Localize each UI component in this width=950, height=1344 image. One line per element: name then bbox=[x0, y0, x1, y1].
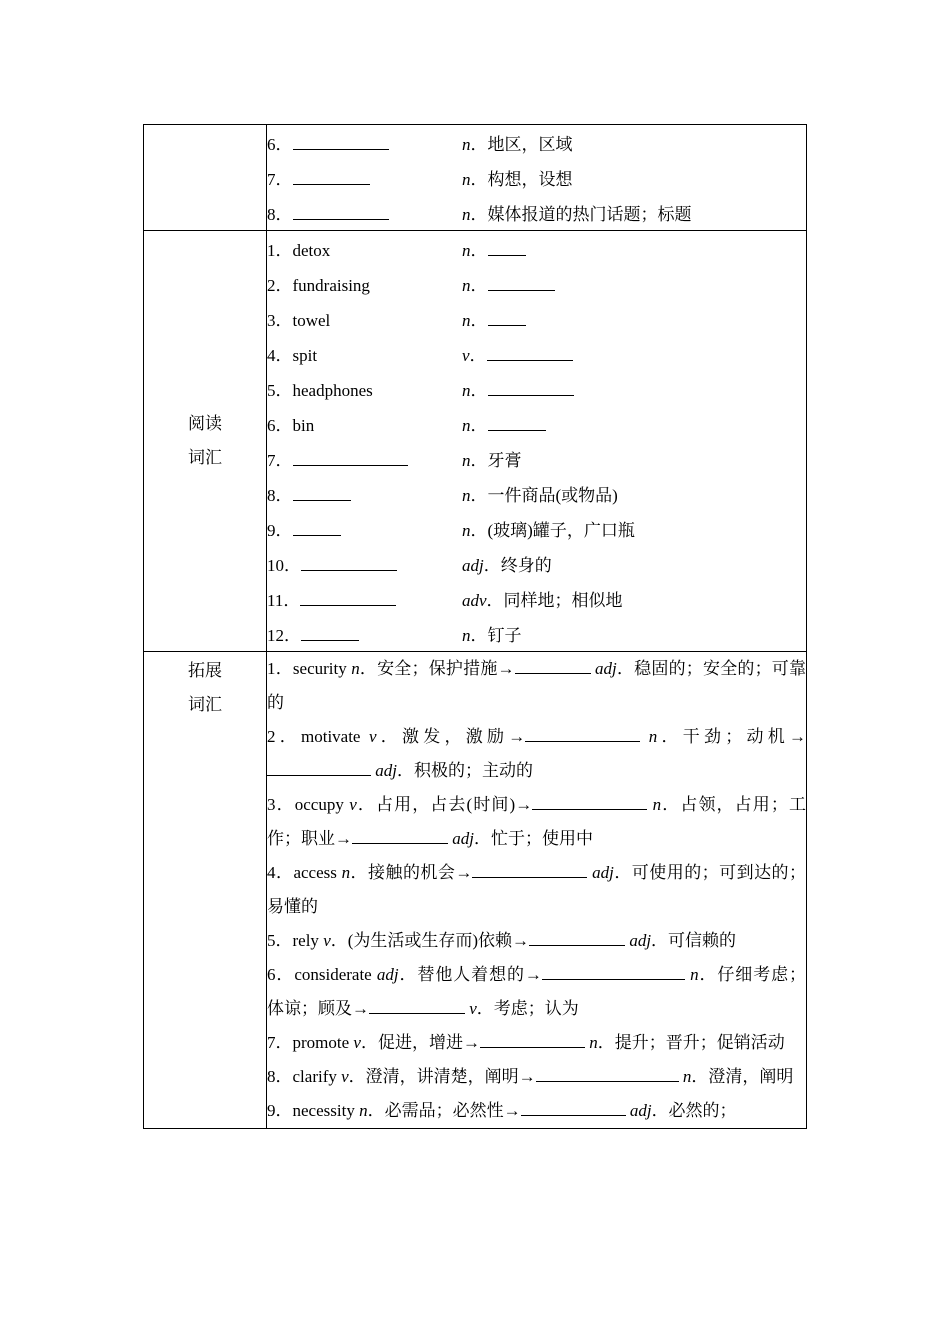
list-item: 7． n．构想，设想 bbox=[267, 170, 573, 189]
section-continued-row bbox=[144, 125, 807, 231]
answer-blank[interactable] bbox=[480, 1032, 585, 1048]
item-text: 6．considerate bbox=[267, 965, 377, 984]
item-text: ．促进，增进→ bbox=[360, 1033, 480, 1052]
item-text: ．占领，占用；工作；职业→ bbox=[267, 795, 807, 848]
answer-blank[interactable] bbox=[525, 726, 640, 742]
list-item bbox=[267, 1060, 806, 1094]
part-of-speech: v bbox=[353, 1033, 361, 1052]
answer-blank[interactable] bbox=[488, 240, 526, 256]
list-item: 5．headphones n． bbox=[267, 371, 806, 406]
part-of-speech: v bbox=[469, 999, 477, 1018]
part-of-speech: v bbox=[349, 795, 357, 814]
answer-blank[interactable] bbox=[488, 310, 526, 326]
list-item bbox=[267, 1094, 806, 1128]
vocab-word: detox bbox=[292, 241, 331, 260]
part-of-speech: n bbox=[341, 863, 351, 882]
item-text: ．仔细考虑；体谅；顾及→ bbox=[267, 965, 807, 1018]
item-number: 3． bbox=[267, 311, 293, 330]
answer-blank[interactable] bbox=[515, 658, 591, 674]
answer-blank[interactable] bbox=[293, 204, 389, 220]
part-of-speech: v bbox=[462, 346, 470, 365]
answer-blank[interactable] bbox=[293, 134, 389, 150]
item-text: ．可使用的；可到达的；易懂的 bbox=[267, 863, 807, 916]
item-number: 10． bbox=[267, 556, 301, 575]
part-of-speech: v bbox=[323, 931, 331, 950]
list-item: 4．spit v． bbox=[267, 336, 806, 371]
item-text: ．忙于；使用中 bbox=[473, 829, 593, 848]
item-text: 钉子 bbox=[487, 626, 522, 645]
part-of-speech: adv bbox=[462, 591, 487, 610]
item-text: ．接触的机会→ bbox=[350, 863, 473, 882]
part-of-speech: n bbox=[359, 1101, 368, 1120]
item-number: 12． bbox=[267, 626, 301, 645]
answer-blank[interactable] bbox=[293, 450, 408, 466]
item-text: 4．access bbox=[267, 863, 342, 882]
item-number: 6． bbox=[267, 416, 293, 435]
answer-blank[interactable] bbox=[301, 625, 359, 641]
item-text: 9．necessity bbox=[267, 1101, 360, 1120]
answer-blank[interactable] bbox=[300, 590, 396, 606]
item-number: 7． bbox=[267, 170, 293, 189]
item-text: ．稳固的；安全的；可靠的 bbox=[267, 659, 807, 712]
answer-blank[interactable] bbox=[488, 380, 574, 396]
item-number: 8． bbox=[267, 205, 293, 224]
vocab-word: fundraising bbox=[292, 276, 370, 295]
item-text: 1．security bbox=[267, 659, 352, 678]
item-text: (玻璃)罐子，广口瓶 bbox=[487, 521, 635, 540]
item-text: ．激发，激励→ bbox=[376, 727, 526, 746]
answer-blank[interactable] bbox=[293, 520, 341, 536]
item-text: ．干劲；动机→ bbox=[657, 727, 807, 746]
item-text: 构想，设想 bbox=[487, 170, 573, 189]
list-item: 6．bin n． bbox=[267, 406, 806, 441]
list-item bbox=[267, 788, 806, 856]
part-of-speech: v bbox=[341, 1067, 349, 1086]
item-text: 阅读 bbox=[188, 414, 222, 433]
part-of-speech: adj bbox=[629, 1101, 652, 1120]
list-item bbox=[267, 652, 806, 720]
list-item bbox=[267, 720, 806, 788]
list-item: 7． n．牙膏 bbox=[267, 451, 522, 470]
part-of-speech: adj bbox=[595, 659, 617, 678]
item-number: 7． bbox=[267, 451, 293, 470]
part-of-speech: n bbox=[652, 795, 662, 814]
answer-blank[interactable] bbox=[293, 485, 351, 501]
extended-words-cell bbox=[267, 652, 807, 1129]
reading-vocabulary-row bbox=[144, 231, 807, 652]
item-text: 词汇 bbox=[188, 448, 222, 467]
list-item: 2．fundraising n． bbox=[267, 266, 806, 301]
part-of-speech: n bbox=[462, 311, 471, 330]
part-of-speech: n bbox=[462, 170, 471, 189]
item-number: 2． bbox=[267, 276, 293, 295]
list-item bbox=[267, 924, 806, 958]
answer-blank[interactable] bbox=[369, 998, 465, 1014]
item-number: 4． bbox=[267, 346, 293, 365]
answer-blank[interactable] bbox=[301, 555, 397, 571]
item-number: 8． bbox=[267, 486, 293, 505]
item-text: ．必然的； bbox=[651, 1101, 737, 1120]
list-item: 9． n．(玻璃)罐子，广口瓶 bbox=[267, 521, 635, 540]
item-number: 6． bbox=[267, 135, 293, 154]
extended-vocabulary-row bbox=[144, 652, 807, 1129]
list-item: 12． n．钉子 bbox=[267, 626, 522, 645]
list-item: 10． adj．终身的 bbox=[267, 556, 552, 575]
item-text: ．提升；晋升；促销活动 bbox=[597, 1033, 785, 1052]
part-of-speech: adj bbox=[462, 556, 484, 575]
list-item: 6． n．地区，区域 bbox=[267, 135, 573, 154]
item-text: 一件商品(或物品) bbox=[487, 486, 618, 505]
list-item: 1．detox n． bbox=[267, 231, 806, 266]
part-of-speech: adj bbox=[629, 931, 652, 950]
item-text: 拓展 bbox=[188, 661, 222, 680]
item-text: ．积极的；主动的 bbox=[396, 761, 533, 780]
part-of-speech: n bbox=[648, 727, 658, 746]
item-text: 5．rely bbox=[267, 931, 324, 950]
item-number: 1． bbox=[267, 241, 293, 260]
part-of-speech: adj bbox=[376, 965, 399, 984]
list-item: 11． adv．同样地；相似地 bbox=[267, 591, 623, 610]
part-of-speech: n bbox=[462, 381, 471, 400]
answer-blank[interactable] bbox=[487, 345, 573, 361]
part-of-speech: n bbox=[690, 965, 699, 984]
item-text: 同样地；相似地 bbox=[503, 591, 623, 610]
item-text: ．(为生活或生存而)依赖→ bbox=[330, 931, 530, 950]
item-text: 8．clarify bbox=[267, 1067, 342, 1086]
vocab-word: bin bbox=[292, 416, 315, 435]
item-text: ．安全；保护措施→ bbox=[359, 659, 515, 678]
item-text: 词汇 bbox=[188, 695, 222, 714]
answer-blank[interactable] bbox=[521, 1100, 626, 1116]
part-of-speech: n bbox=[462, 416, 471, 435]
answer-blank[interactable] bbox=[532, 794, 647, 810]
vocab-word: towel bbox=[292, 311, 331, 330]
vocabulary-table bbox=[143, 124, 807, 1129]
item-text: ．考虑；认为 bbox=[476, 999, 579, 1018]
answer-blank[interactable] bbox=[267, 760, 371, 776]
answer-blank[interactable] bbox=[542, 964, 685, 980]
part-of-speech: adj bbox=[592, 863, 614, 882]
part-of-speech: n bbox=[462, 451, 471, 470]
item-text: ．澄清，阐明 bbox=[691, 1067, 794, 1086]
item-text: 终身的 bbox=[500, 556, 552, 575]
list-item: 8． n．一件商品(或物品) bbox=[267, 486, 618, 505]
list-item bbox=[267, 1026, 806, 1060]
part-of-speech: n bbox=[682, 1067, 692, 1086]
part-of-speech: n bbox=[351, 659, 360, 678]
list-item bbox=[267, 856, 806, 924]
part-of-speech: n bbox=[589, 1033, 598, 1052]
item-number: 11． bbox=[267, 591, 301, 610]
answer-blank[interactable] bbox=[488, 415, 546, 431]
part-of-speech: n bbox=[462, 626, 471, 645]
empty-label-cell bbox=[144, 125, 267, 231]
part-of-speech: n bbox=[462, 205, 471, 224]
part-of-speech: n bbox=[462, 135, 471, 154]
part-of-speech: v bbox=[368, 727, 377, 746]
part-of-speech: adj bbox=[452, 829, 474, 848]
list-item: 3．towel n． bbox=[267, 301, 806, 336]
answer-blank[interactable] bbox=[472, 862, 587, 878]
answer-blank[interactable] bbox=[293, 169, 370, 185]
part-of-speech: n bbox=[462, 486, 471, 505]
part-of-speech: n bbox=[462, 276, 471, 295]
answer-blank[interactable] bbox=[529, 930, 625, 946]
item-text: 地区，区域 bbox=[487, 135, 573, 154]
extended-vocabulary-label bbox=[144, 652, 267, 1129]
vocab-word: headphones bbox=[292, 381, 373, 400]
item-text: ．必需品；必然性→ bbox=[367, 1101, 521, 1120]
item-number: 9． bbox=[267, 521, 293, 540]
item-text: 7．promote bbox=[267, 1033, 354, 1052]
part-of-speech: n bbox=[462, 241, 471, 260]
reading-words-cell bbox=[267, 231, 807, 652]
reading-vocabulary-label bbox=[144, 231, 267, 652]
continued-words-cell bbox=[267, 125, 807, 231]
vocab-word: spit bbox=[292, 346, 318, 365]
item-text: 媒体报道的热门话题；标题 bbox=[487, 205, 692, 224]
answer-blank[interactable] bbox=[488, 275, 555, 291]
item-text: ．可信赖的 bbox=[651, 931, 737, 950]
answer-blank[interactable] bbox=[352, 828, 448, 844]
item-text: ．澄清，讲清楚，阐明→ bbox=[348, 1067, 536, 1086]
item-text: 2．motivate bbox=[267, 727, 369, 746]
item-text: 牙膏 bbox=[487, 451, 522, 470]
item-number: 5． bbox=[267, 381, 293, 400]
list-item: 8． n．媒体报道的热门话题；标题 bbox=[267, 205, 692, 224]
part-of-speech: n bbox=[462, 521, 471, 540]
list-item bbox=[267, 958, 806, 1026]
item-text: ．替他人着想的→ bbox=[398, 965, 542, 984]
item-text: ．占用，占去(时间)→ bbox=[356, 795, 533, 814]
answer-blank[interactable] bbox=[536, 1066, 679, 1082]
item-text: 3．occupy bbox=[267, 795, 350, 814]
part-of-speech: adj bbox=[375, 761, 397, 780]
